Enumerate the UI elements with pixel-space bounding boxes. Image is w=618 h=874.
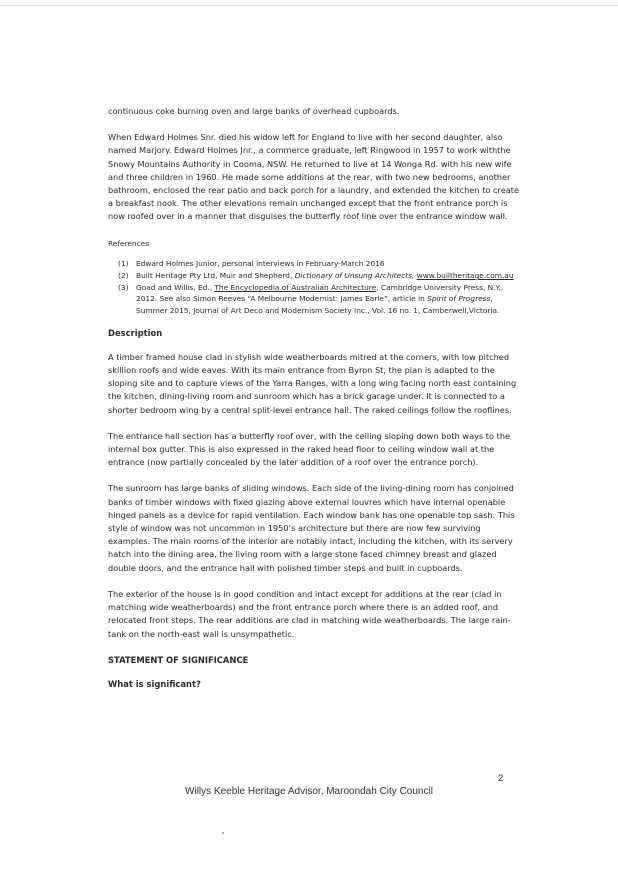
reference-text <box>136 270 523 281</box>
page-footer: Willys Keeble Heritage Advisor, Maroondah City Council <box>185 786 433 797</box>
document-page <box>108 105 523 702</box>
significance-subheading: What is significant? <box>108 678 201 689</box>
description-heading: Description <box>108 327 163 338</box>
reference-number: (1) <box>118 258 129 268</box>
scan-top-edge <box>0 5 618 6</box>
description-paragraph-4: The exterior of the house is in good condition and intact except for additions at the rear (clad in matching wide weatherboards) and the front entrance porch where there is an added roof, and relocated front steps. The rear additions are clad in matching wide weatherboards. The large rain-tank on the north-east wall is unsympathetic. <box>108 588 511 639</box>
reference-italic-title: Dictionary of Unsung Architects, <box>294 271 415 281</box>
reference-number: (2) <box>118 271 129 281</box>
reference-item <box>118 270 523 281</box>
reference-number: (3) <box>118 283 129 293</box>
reference-text-run: , Cambridge University Press, N.Y., 2012. See also Simon Reeves “A Melbourne Modernist: James Earle”, article in <box>136 283 504 304</box>
description-paragraph-1: A timber framed house clad in stylish wide weatherboards mitred at the corners, with low pitched skillion roofs and wide eaves. With its main entrance from Byron St, the plan is adapted to the sloping site and to capture views of the Yarra Ranges, with a long wing facing north east containing the kitchen, dining-living room and sunroom which has a brick garage under. It is connected to a shorter bedroom wing by a central split-level entrance hall. The raked ceilings follow the rooflines. <box>108 351 517 415</box>
paragraph-history: When Edward Holmes Snr. died his widow left for England to live with her second daughter, also named Marjory. Edward Holmes Jnr., a commerce graduate, left Ringwood in 1957 to work withthe Snowy Mountains Authority in Cooma, NSW. He returned to live at 14 Wonga Rd. with his new wife and three children in 1960. He made some additions at the rear, with two new bedrooms, another bathroom, enclosed the rear patio and back porch for a laundry, and extended the kitchen to create a breakfast nook. The other elevations remain unchanged except that the front entrance porch is now roofed over in a manner that disguises the butterfly roof line over the entrance window wall. <box>108 132 520 222</box>
scan-speck <box>222 832 224 834</box>
description-paragraph-2: The entrance hall section has a butterfly roof over, with the ceiling sloping down both ways to the internal box gutter. This is also expressed in the raked head floor to ceiling window wall at the entrance (now partially concealed by the later addition of a roof over the entrance porch). <box>108 430 511 468</box>
description-paragraph-3: The sunroom has large banks of sliding windows. Each side of the living-dining room has conjoined banks of timber windows with fixed glazing above external louvres which have internal openable hinged panels as a device for rapid ventilation. Each window bank has one openable top sash. This style of window was not uncommon in 1950’s architecture but there are now few surviving examples. The main rooms of the interior are notably intact, including the kitchen, with its servery hatch into the dining area, the living room with a large stone faced chimney breast and glazed double doors, and the entrance hall with polished timber steps and built in cupboards. <box>108 483 515 573</box>
reference-item <box>118 258 523 269</box>
reference-text-run: Built Heritage Pty Ltd, Muir and Shepherd, <box>136 271 295 281</box>
reference-italic-title: Spirit of Progress <box>427 294 491 304</box>
reference-text <box>136 282 523 316</box>
references-list <box>108 258 523 316</box>
reference-text-run: , Summer 2015, Journal of Art Deco and Modernism Society Inc., Vol. 16 no. 1, Camberwell,Victoria. <box>136 294 500 315</box>
reference-text <box>136 258 523 269</box>
reference-link-text: www.builtheritage.com.au <box>416 271 514 281</box>
references-heading: References <box>108 238 150 248</box>
reference-text-run: Edward Holmes Junior, personal interviews in February-March 2016 <box>136 258 385 268</box>
reference-link-text: The Encyclopedia of Australian Architecture <box>214 283 377 293</box>
page-number: 2 <box>498 773 504 784</box>
paragraph-continued: continuous coke burning oven and large banks of overhead cupboards. <box>108 106 400 116</box>
significance-heading: STATEMENT OF SIGNIFICANCE <box>108 654 249 665</box>
reference-item <box>118 282 523 316</box>
reference-text-run: Goad and Willis, Ed., <box>136 283 215 293</box>
